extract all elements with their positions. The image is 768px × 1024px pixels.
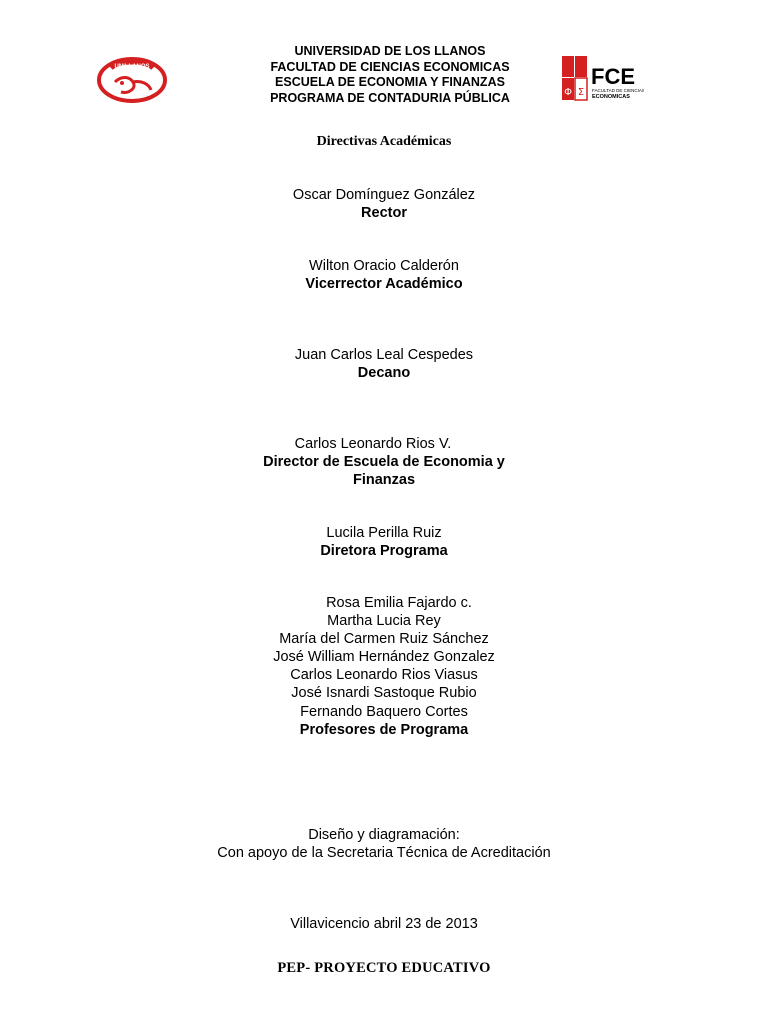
fce-sigma-glyph: Σ xyxy=(577,87,585,98)
profesor-name: José Isnardi Sastoque Rubio xyxy=(291,685,477,702)
institution-header xyxy=(230,44,550,106)
person-name: Oscar Domínguez González xyxy=(292,187,476,203)
credits-line-2: Con apoyo de la Secretaria Técnica de Acreditación xyxy=(217,845,551,861)
profesor-name: Carlos Leonardo Rios Viasus xyxy=(290,667,478,684)
unillanos-logo xyxy=(95,54,169,106)
person-role-line-2: Finanzas xyxy=(352,472,416,488)
profesor-name: Fernando Baquero Cortes xyxy=(300,703,468,720)
fce-logo-text: FCE xyxy=(591,64,635,89)
fce-logo-subtext-1: FACULTAD DE CIENCIAS xyxy=(592,88,644,93)
unillanos-logo-text: UNILLANOS xyxy=(114,64,150,70)
place-date: Villavicencio abril 23 de 2013 xyxy=(290,916,478,932)
profesores-list xyxy=(0,594,768,739)
credits xyxy=(0,826,768,862)
person-name: Carlos Leonardo Rios V. xyxy=(294,436,452,452)
fce-phi-glyph: Φ xyxy=(564,87,572,98)
profesor-name: Martha Lucia Rey xyxy=(327,613,441,630)
directiva-decano xyxy=(0,346,768,382)
profesor-name: Rosa Emilia Fajardo c. xyxy=(326,595,472,611)
header-line-faculty: FACULTAD DE CIENCIAS ECONOMICAS xyxy=(270,59,510,74)
credits-line-1: Diseño y diagramación: xyxy=(308,827,460,843)
profesor-name: María del Carmen Ruiz Sánchez xyxy=(279,631,489,648)
person-role: Diretora Programa xyxy=(320,543,448,559)
person-name: Juan Carlos Leal Cespedes xyxy=(294,347,474,363)
profesores-role: Profesores de Programa xyxy=(299,721,469,738)
fce-logo xyxy=(560,54,644,104)
directiva-director-escuela xyxy=(0,435,768,489)
person-role: Rector xyxy=(361,205,407,221)
profesor-name: José William Hernández Gonzalez xyxy=(273,649,495,666)
person-role: Vicerrector Académico xyxy=(305,276,463,292)
header-line-university: UNIVERSIDAD DE LOS LLANOS xyxy=(294,44,486,58)
section-title: Directivas Académicas xyxy=(316,134,452,149)
header-line-school: ESCUELA DE ECONOMIA Y FINANZAS xyxy=(275,75,505,89)
header-line-program: PROGRAMA DE CONTADURIA PÚBLICA xyxy=(270,90,510,105)
person-name: Lucila Perilla Ruiz xyxy=(326,525,442,541)
fce-logo-subtext-2: ECONOMICAS xyxy=(592,94,630,100)
person-name: Wilton Oracio Calderón xyxy=(309,258,459,274)
directiva-rector xyxy=(0,186,768,222)
directiva-vicerrector xyxy=(0,257,768,293)
footer-title: PEP- PROYECTO EDUCATIVO xyxy=(277,960,491,976)
directiva-directora-programa xyxy=(0,524,768,560)
person-role-line-1: Director de Escuela de Economia y xyxy=(263,454,505,470)
person-role: Decano xyxy=(357,365,411,381)
